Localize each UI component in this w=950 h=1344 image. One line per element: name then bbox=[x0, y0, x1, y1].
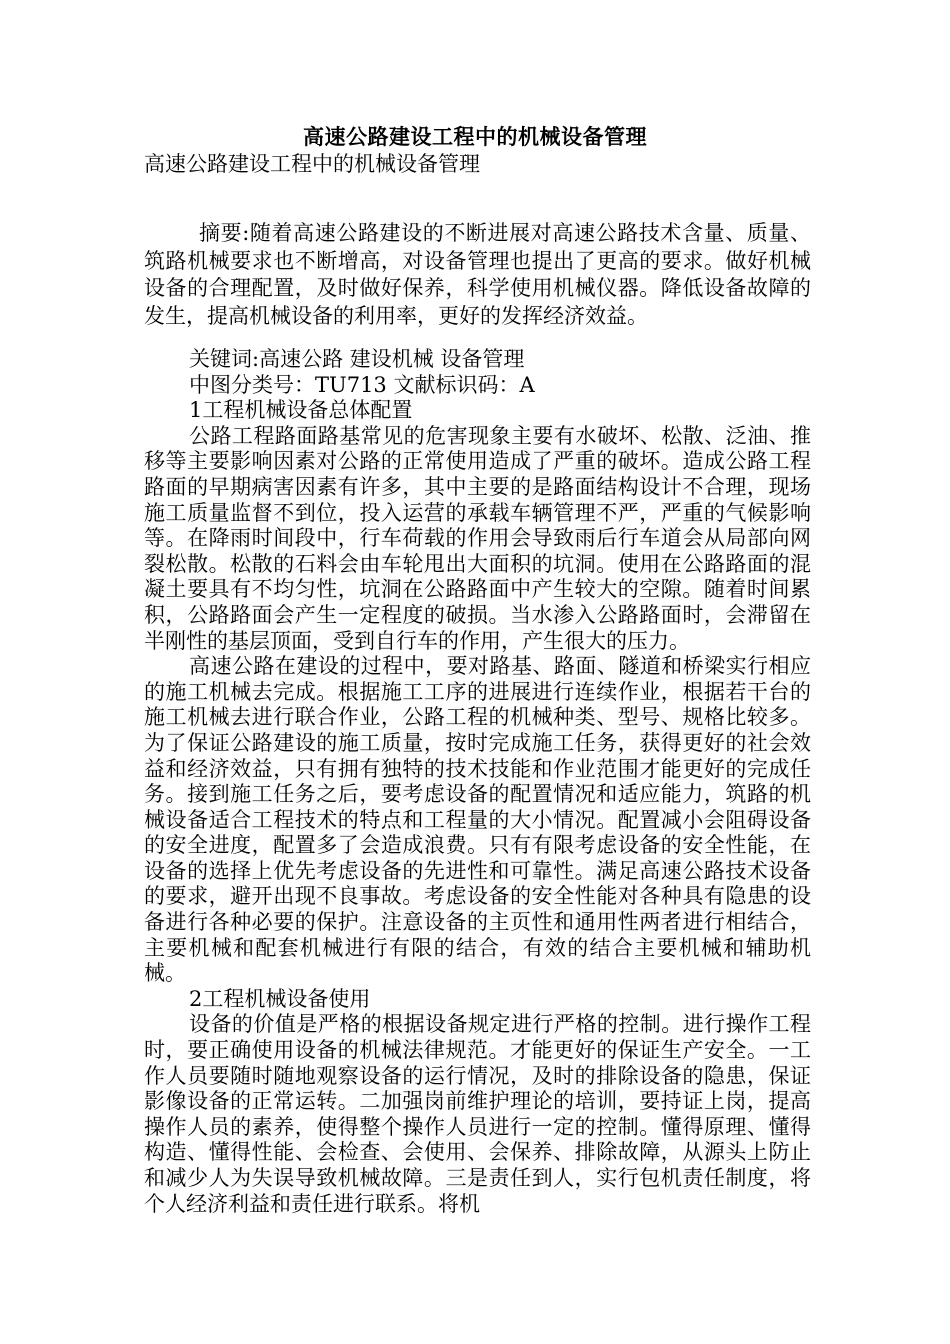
document-title: 高速公路建设工程中的机械设备管理 bbox=[303, 124, 647, 149]
section-2-paragraph-1: 设备的价值是严格的根据设备规定进行严格的控制。进行操作工程时，要正确使用设备的机械法律规范。才能更好的保证生产安全。一工作人员要随时随地观察设备的运行情况，及时的排除设备的隐患，保证影像设备的正常运转。二加强岗前维护理论的培训，要持证上岗，提高操作人员的素养，使得整个操作人员进行一定的控制。懂得原理、懂得构造、懂得性能、会检查、会使用、会保养、排除故障，从源头上防止和减少人为失误导致机械故障。三是责任到人，实行包机责任制度，将个人经济利益和责任进行联系。将机 bbox=[144, 1012, 811, 1216]
abstract-paragraph: 摘要:随着高速公路建设的不断进展对高速公路技术含量、质量、筑路机械要求也不断增高，对设备管理也提出了更高的要求。做好机械设备的合理配置，及时做好保养，科学使用机械仪器。降低设备故障的发生，提高机械设备的利用率，更好的发挥经济效益。 bbox=[144, 221, 811, 328]
section-2-heading: 2工程机械设备使用 bbox=[189, 986, 371, 1011]
section-1-paragraph-2: 高速公路在建设的过程中，要对路基、路面、隧道和桥梁实行相应的施工机械去完成。根据施工工序的进展进行连续作业，根据若干台的施工机械去进行联合作业，公路工程的机械种类、型号、规格比较多。为了保证公路建设的施工质量，按时完成施工任务，获得更好的社会效益和经济效益，只有拥有独特的技术技能和作业范围才能更好的完成任务。接到施工任务之后，要考虑设备的配置情况和适应能力，筑路的机械设备适合工程技术的特点和工程量的大小情况。配置减小会阻碍设备的安全进度，配置多了会造成浪费。只有有限考虑设备的安全性能，在设备的选择上优先考虑设备的先进性和可靠性。满足高速公路技术设备的要求，避开出现不良事故。考虑设备的安全性能对各种具有隐患的设备进行各种必要的保护。注意设备的主页性和通用性两者进行相结合，主要机械和配套机械进行有限的结合，有效的结合主要机械和辅助机械。 bbox=[144, 654, 811, 986]
classification-line: 中图分类号：TU713 文献标识码：A bbox=[189, 372, 535, 397]
keywords-line: 关键词:高速公路 建设机械 设备管理 bbox=[189, 347, 525, 371]
document-subtitle: 高速公路建设工程中的机械设备管理 bbox=[144, 152, 480, 176]
section-1-heading: 1工程机械设备总体配置 bbox=[189, 398, 413, 423]
section-1-paragraph-1: 公路工程路面路基常见的危害现象主要有水破坏、松散、泛油、推移等主要影响因素对公路的正常使用造成了严重的破坏。造成公路工程路面的早期病害因素有许多，其中主要的是路面结构设计不合理，现场施工质量监督不到位，投入运营的承载车辆管理不严，严重的气候影响等。在降雨时间段中，行车荷载的作用会导致雨后行车道会从局部向网裂松散。松散的石料会由车轮甩出大面积的坑洞。使用在公路路面的混凝土要具有不均匀性，坑洞在公路路面中产生较大的空隙。随着时间累积，公路路面会产生一定程度的破损。当水渗入公路路面时，会滞留在半刚性的基层顶面，受到自行车的作用，产生很大的压力。 bbox=[144, 423, 811, 653]
document-body bbox=[144, 347, 811, 1217]
